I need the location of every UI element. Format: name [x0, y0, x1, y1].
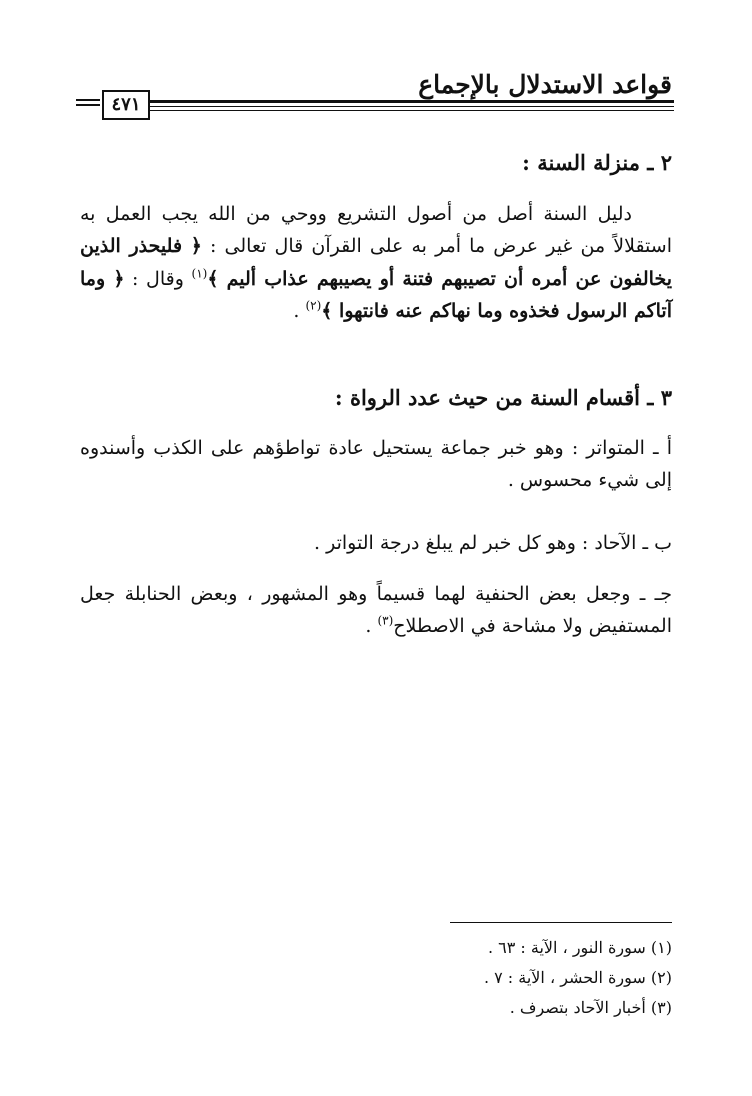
section-heading-sunnah-status: ٢ ـ منزلة السنة : [522, 150, 672, 175]
footnote-3: (٣) أخبار الآحاد بتصرف . [509, 998, 672, 1017]
paragraph-text-2: وقال : [124, 267, 192, 290]
running-header-title: قواعد الاستدلال بالإجماع [418, 70, 672, 99]
list-item-mashhur [80, 578, 672, 643]
footnote-ref-1: (١) [191, 266, 208, 281]
paragraph-end: . [293, 299, 306, 322]
quran-quote-2: ﴿ وما آتاكم الرسول فخذوه وما نهاكم عنه فانتهوا ﴾ [80, 267, 672, 322]
footnote-separator [450, 922, 672, 923]
paragraph-sunnah-status [80, 198, 672, 327]
list-item-mutawatir: أ ـ المتواتر : وهو خبر جماعة يستحيل عادة تواطؤهم على الكذب وأسندوه إلى شيء محسوس . [80, 437, 672, 492]
header-rule-thick [150, 100, 674, 103]
header-rule-thin-2 [150, 110, 674, 111]
header-rule-left-2 [76, 104, 100, 106]
header-rule-thin [150, 106, 674, 107]
footnote-1: (١) سورة النور ، الآية : ٦٣ . [487, 938, 672, 957]
section-heading-sunnah-types: ٣ ـ أقسام السنة من حيث عدد الرواة : [334, 385, 672, 410]
footnote-ref-3: (٣) [377, 613, 394, 628]
list-item-end: . [365, 615, 378, 638]
list-item-text: جـ ـ وجعل بعض الحنفية لهما قسيماً وهو المشهور ، وبعض الحنابلة جعل المستفيض ولا مشاحة في الاصطلاح [80, 583, 672, 638]
page-number-box: ٤٧١ [102, 90, 150, 120]
header-rule-left-1 [76, 99, 100, 101]
quran-quote-1: ﴿ فليحذر الذين يخالفون عن أمره أن تصيبهم فتنة أو يصيبهم عذاب أليم ﴾ [80, 235, 672, 290]
list-item-ahad: ب ـ الآحاد : وهو كل خبر لم يبلغ درجة التواتر . [314, 532, 672, 554]
footnote-2: (٢) سورة الحشر ، الآية : ٧ . [483, 968, 672, 987]
footnote-ref-2: (٢) [305, 298, 322, 313]
paragraph-text: دليل السنة أصل من أصول التشريع ووحي من الله يجب العمل به استقلالاً من غير عرض ما أمر به على القرآن قال تعالى : [80, 203, 672, 258]
